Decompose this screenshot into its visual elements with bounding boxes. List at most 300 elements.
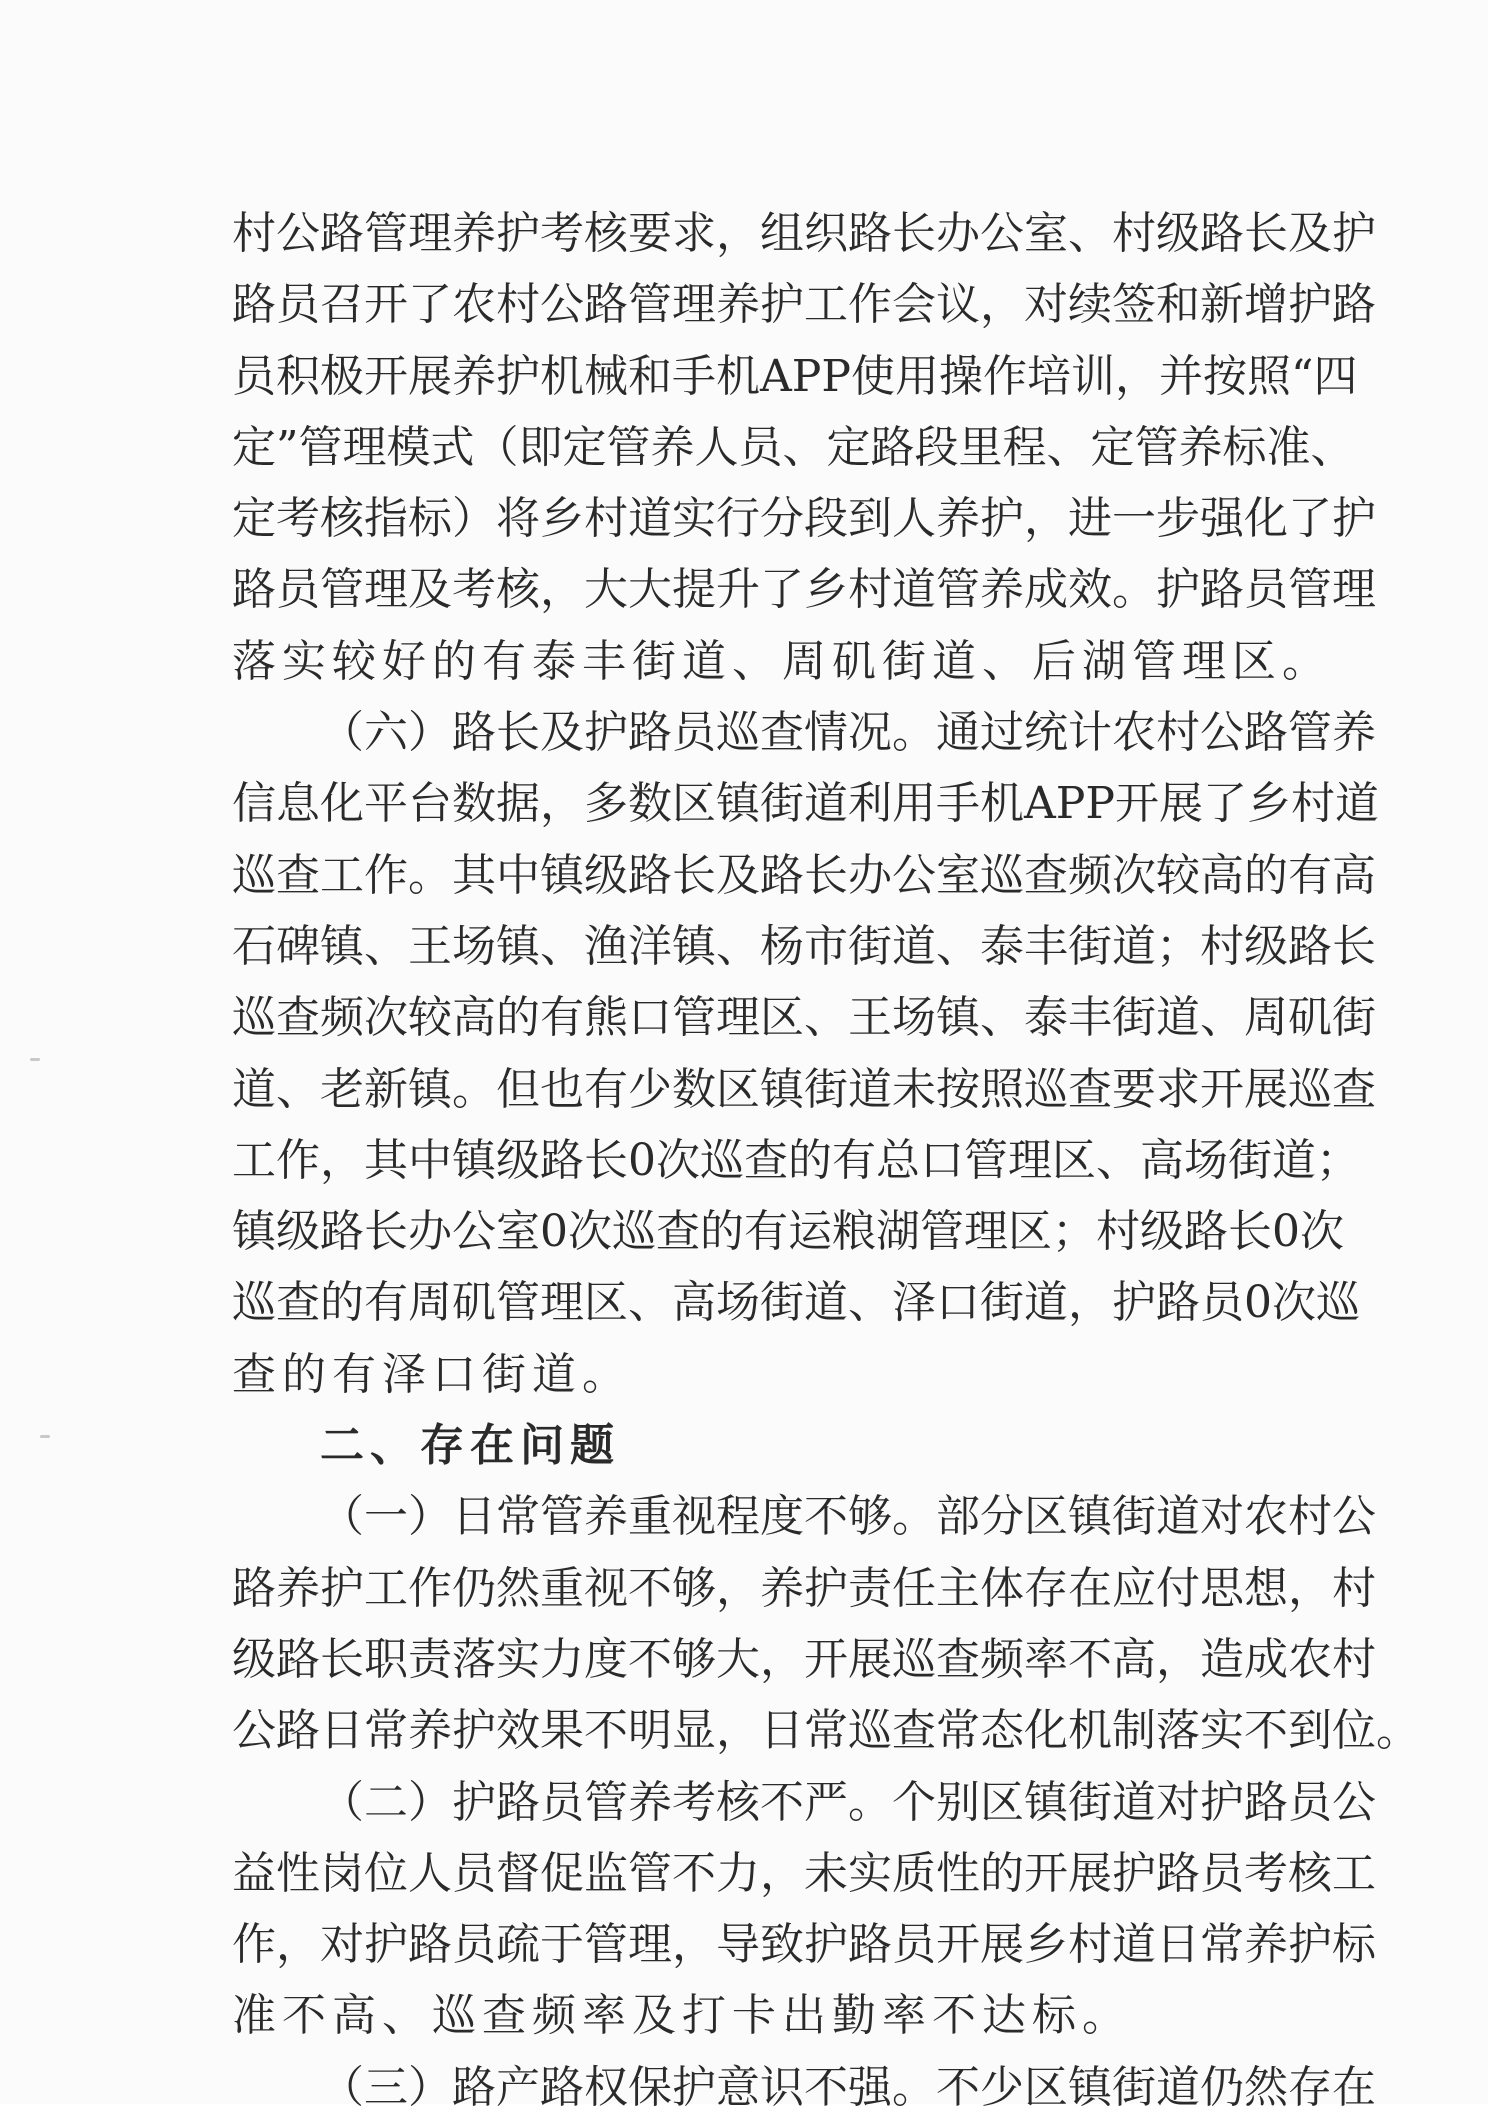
- glyph: 护: [804, 1919, 848, 1971]
- glyph: 统: [1024, 707, 1068, 759]
- glyph: 不: [584, 1705, 628, 1757]
- glyph: 管: [672, 992, 716, 1044]
- glyph: 高: [1112, 1633, 1156, 1685]
- glyph: 组: [760, 208, 804, 259]
- glyph: 化: [1244, 493, 1288, 545]
- glyph: 常: [364, 1705, 408, 1757]
- glyph: 村: [1112, 208, 1156, 259]
- glyph: 常: [804, 1705, 848, 1757]
- glyph: 严: [804, 1776, 848, 1828]
- glyph: 也: [540, 1063, 584, 1115]
- glyph: ，: [1068, 1277, 1112, 1329]
- glyph: 模: [386, 421, 431, 473]
- glyph: 石: [232, 920, 276, 972]
- glyph: 周: [408, 1277, 452, 1329]
- glyph: 理: [964, 1206, 1008, 1258]
- glyph: 责: [848, 1562, 892, 1614]
- glyph: 管: [320, 564, 364, 616]
- glyph: 查: [1068, 1063, 1112, 1115]
- glyph: 但: [496, 1063, 540, 1115]
- glyph: 公: [980, 208, 1024, 259]
- glyph: 公: [892, 849, 936, 901]
- glyph: 街: [1112, 992, 1156, 1044]
- glyph: 新: [1200, 279, 1244, 331]
- glyph: 路: [540, 1134, 584, 1186]
- glyph: 力: [540, 1633, 584, 1685]
- glyph: 长: [1244, 208, 1288, 259]
- glyph: 实: [848, 1847, 892, 1899]
- glyph: 镇: [672, 920, 716, 972]
- glyph: 了: [760, 564, 804, 616]
- glyph: 市: [804, 920, 848, 972]
- glyph: 高: [452, 992, 496, 1044]
- text-line: [232, 1553, 1376, 1624]
- glyph: 街: [760, 778, 804, 830]
- glyph: 意: [716, 2061, 760, 2113]
- glyph: 机: [540, 350, 584, 402]
- glyph: 护: [1288, 1919, 1332, 1971]
- glyph: 室: [1024, 208, 1068, 259]
- glyph: 展: [1244, 1063, 1288, 1115]
- glyph: 性: [276, 1847, 320, 1899]
- glyph: 态: [980, 1705, 1024, 1757]
- glyph: 、: [1096, 1134, 1140, 1186]
- glyph: 及: [716, 849, 760, 901]
- glyph: 责: [408, 1633, 452, 1685]
- glyph: 械: [584, 350, 628, 402]
- glyph: 照: [980, 1063, 1024, 1115]
- glyph: 乡: [540, 493, 584, 545]
- glyph: 查: [276, 1277, 320, 1329]
- glyph: 核: [496, 564, 540, 616]
- glyph: ，: [980, 279, 1024, 331]
- glyph: 、: [1068, 208, 1112, 259]
- glyph: 和: [628, 350, 672, 402]
- glyph: 公: [452, 1206, 496, 1258]
- glyph: 频: [980, 1633, 1024, 1685]
- glyph: 农: [1288, 1633, 1332, 1685]
- glyph: 少: [628, 1063, 672, 1115]
- glyph: 次: [1300, 1206, 1344, 1258]
- glyph: ”: [276, 421, 299, 473]
- glyph: 机: [716, 350, 760, 402]
- glyph: （: [474, 421, 519, 473]
- glyph: 路: [1244, 1776, 1288, 1828]
- text-line: [232, 554, 1376, 625]
- glyph: 管: [364, 208, 408, 259]
- glyph: ，: [1288, 1562, 1332, 1614]
- glyph: 。: [1376, 1705, 1420, 1757]
- glyph: 大: [628, 564, 672, 616]
- glyph: 查: [892, 1705, 936, 1757]
- glyph: 道: [848, 1063, 892, 1115]
- glyph: 街: [980, 1277, 1024, 1329]
- glyph: 开: [1024, 1847, 1068, 1899]
- glyph: 区: [584, 1277, 628, 1329]
- glyph: 长: [320, 1633, 364, 1685]
- glyph: 的: [980, 1847, 1024, 1899]
- glyph: 员: [452, 1919, 496, 1971]
- glyph: 想: [1244, 1562, 1288, 1614]
- glyph: 按: [1203, 350, 1247, 402]
- glyph: 二: [364, 1776, 408, 1828]
- glyph: 级: [1140, 1206, 1184, 1258]
- glyph: 员: [892, 1919, 936, 1971]
- glyph: 护: [1332, 493, 1376, 545]
- glyph: 核: [584, 208, 628, 259]
- text-line: [232, 982, 1376, 1053]
- text-line: [232, 1767, 1376, 1838]
- glyph: 及: [1288, 208, 1332, 259]
- glyph: 碑: [276, 920, 320, 972]
- text-line: [232, 269, 1376, 340]
- glyph: 巡: [892, 1633, 936, 1685]
- glyph: 展: [848, 1633, 892, 1685]
- glyph: 不: [628, 1633, 672, 1685]
- glyph: 道: [804, 1277, 848, 1329]
- glyph: 对: [1024, 279, 1068, 331]
- glyph: 场: [1184, 1134, 1228, 1186]
- glyph: 定: [232, 493, 276, 545]
- glyph: 益: [232, 1847, 276, 1899]
- glyph: 长: [672, 849, 716, 901]
- glyph: 核: [1288, 1847, 1332, 1899]
- glyph: 有: [744, 1206, 788, 1258]
- glyph: 0: [1272, 1206, 1300, 1258]
- glyph: 道: [1156, 2061, 1200, 2113]
- glyph: 程: [716, 1491, 760, 1543]
- glyph: 高: [1332, 849, 1376, 901]
- glyph: 的: [320, 1277, 364, 1329]
- glyph: 查: [1024, 849, 1068, 901]
- glyph: ，: [760, 1847, 804, 1899]
- glyph: 工: [232, 1134, 276, 1186]
- glyph: 日: [760, 1705, 804, 1757]
- glyph: 员: [1200, 1277, 1244, 1329]
- glyph: 。: [1112, 564, 1156, 616]
- glyph: 了: [1288, 493, 1332, 545]
- glyph: 频: [1068, 849, 1112, 901]
- glyph: 理: [540, 1277, 584, 1329]
- glyph: 效: [496, 1705, 540, 1757]
- glyph: 力: [716, 1847, 760, 1899]
- glyph: 管: [584, 1776, 628, 1828]
- glyph: 护: [804, 1562, 848, 1614]
- glyph: 个: [892, 1776, 936, 1828]
- glyph: 长: [892, 208, 936, 259]
- glyph: 巡: [1024, 1063, 1068, 1115]
- glyph: 王: [848, 992, 892, 1044]
- glyph: 总: [876, 1134, 920, 1186]
- glyph: 展: [1068, 1847, 1112, 1899]
- glyph: 续: [1068, 279, 1112, 331]
- text-line: [232, 1481, 1376, 1552]
- glyph: 护: [496, 350, 540, 402]
- glyph: 查: [1332, 1063, 1376, 1115]
- glyph: 养: [650, 421, 695, 473]
- glyph: 指: [364, 493, 408, 545]
- glyph: 求: [672, 208, 716, 259]
- glyph: 护: [452, 1776, 496, 1828]
- glyph: ，: [1024, 493, 1068, 545]
- glyph: 工: [320, 849, 364, 901]
- glyph: 护: [452, 1705, 496, 1757]
- glyph: 道: [892, 564, 936, 616]
- glyph: 护: [496, 208, 540, 259]
- glyph: 养: [628, 1776, 672, 1828]
- glyph: 路: [540, 2061, 584, 2113]
- glyph: 然: [1244, 2061, 1288, 2113]
- glyph: 镇: [540, 849, 584, 901]
- glyph: 信: [232, 778, 276, 830]
- glyph: 次: [364, 992, 408, 1044]
- glyph: 不: [672, 1847, 716, 1899]
- glyph: 显: [672, 1705, 716, 1757]
- glyph: 度: [584, 1633, 628, 1685]
- glyph: 路: [1156, 1277, 1200, 1329]
- glyph: 村: [1096, 1206, 1140, 1258]
- glyph: ）: [452, 493, 496, 545]
- glyph: 够: [672, 1562, 716, 1614]
- glyph: 理: [672, 279, 716, 331]
- glyph: 公: [540, 279, 584, 331]
- glyph: 区: [980, 1776, 1024, 1828]
- section-heading: 二、存在问题: [320, 1420, 620, 1472]
- glyph: 村: [848, 564, 892, 616]
- glyph: 较: [1156, 849, 1200, 901]
- glyph: 位: [1332, 1705, 1376, 1757]
- glyph: 办: [408, 1206, 452, 1258]
- glyph: 路: [870, 421, 915, 473]
- glyph: 区: [1008, 1206, 1052, 1258]
- glyph: 管: [1288, 564, 1332, 616]
- glyph: 街: [1112, 1491, 1156, 1543]
- glyph: 场: [892, 992, 936, 1044]
- glyph: 考: [276, 493, 320, 545]
- glyph: 查: [276, 992, 320, 1044]
- glyph: 要: [628, 208, 672, 259]
- glyph: 的: [1244, 849, 1288, 901]
- glyph: 区: [760, 992, 804, 1044]
- glyph: 有: [540, 992, 584, 1044]
- glyph: 工: [364, 1562, 408, 1614]
- glyph: 次: [656, 1134, 700, 1186]
- glyph: 员: [276, 564, 320, 616]
- glyph: 及: [408, 564, 452, 616]
- glyph: 区: [1024, 2061, 1068, 2113]
- glyph: 管: [628, 279, 672, 331]
- glyph: 养: [1332, 707, 1376, 759]
- glyph: 员: [452, 1847, 496, 1899]
- glyph: 村: [1288, 1491, 1332, 1543]
- glyph: 护: [1156, 564, 1200, 616]
- glyph: 大: [584, 564, 628, 616]
- glyph: 日: [1156, 1919, 1200, 1971]
- glyph: 管: [936, 564, 980, 616]
- glyph: 口: [936, 1277, 980, 1329]
- glyph: 即: [518, 421, 563, 473]
- glyph: 道: [804, 778, 848, 830]
- text-line: [232, 1909, 1376, 1980]
- glyph: 办: [848, 849, 892, 901]
- glyph: 情: [804, 707, 848, 759]
- glyph: 巡: [716, 707, 760, 759]
- glyph: 果: [540, 1705, 584, 1757]
- glyph: 员: [1244, 564, 1288, 616]
- glyph: 道: [1156, 992, 1200, 1044]
- glyph: 了: [1203, 778, 1247, 830]
- glyph: 养: [408, 1705, 452, 1757]
- glyph: 、: [1046, 421, 1091, 473]
- glyph: 位: [364, 1847, 408, 1899]
- glyph: 行: [716, 493, 760, 545]
- glyph: 一: [1112, 493, 1156, 545]
- glyph: 落: [1156, 1705, 1200, 1757]
- glyph: 数: [452, 778, 496, 830]
- glyph: 路: [232, 1562, 276, 1614]
- glyph: 。: [408, 849, 452, 901]
- glyph: 过: [980, 707, 1024, 759]
- glyph: 存: [1288, 2061, 1332, 2113]
- glyph: 主: [936, 1562, 980, 1614]
- glyph: 提: [672, 564, 716, 616]
- glyph: 养: [760, 1562, 804, 1614]
- glyph: 要: [1112, 1063, 1156, 1115]
- glyph: 考: [1244, 1847, 1288, 1899]
- glyph: 的: [700, 1206, 744, 1258]
- glyph: 机: [1068, 1705, 1112, 1757]
- glyph: 。: [848, 1776, 892, 1828]
- glyph: 养: [452, 350, 496, 402]
- glyph: 粮: [832, 1206, 876, 1258]
- glyph: 办: [936, 208, 980, 259]
- glyph: 开: [1200, 1063, 1244, 1115]
- glyph: 存: [1024, 1562, 1068, 1614]
- glyph: 手: [936, 778, 980, 830]
- glyph: 镇: [936, 992, 980, 1044]
- glyph: 培: [1027, 350, 1071, 402]
- glyph: 未: [892, 1063, 936, 1115]
- glyph: 街: [848, 920, 892, 972]
- glyph: 照: [1247, 350, 1291, 402]
- glyph: 定: [562, 421, 607, 473]
- glyph: 镇: [232, 1206, 276, 1258]
- glyph: 路: [628, 849, 672, 901]
- glyph: 级: [496, 1134, 540, 1186]
- glyph: ）: [408, 707, 452, 759]
- glyph: ；: [1156, 920, 1200, 972]
- glyph: 护: [760, 279, 804, 331]
- glyph: 公: [1200, 707, 1244, 759]
- glyph: 乡: [804, 564, 848, 616]
- glyph: 对: [320, 1919, 364, 1971]
- glyph: 监: [584, 1847, 628, 1899]
- glyph: 够: [848, 1491, 892, 1543]
- glyph: 查: [656, 1206, 700, 1258]
- glyph: 镇: [452, 1134, 496, 1186]
- glyph: 段: [914, 421, 959, 473]
- text-line: [232, 911, 1376, 982]
- glyph: 实: [1200, 1705, 1244, 1757]
- glyph: 展: [980, 1919, 1024, 1971]
- glyph: 路: [276, 1705, 320, 1757]
- glyph: 重: [540, 1562, 584, 1614]
- glyph: 管: [606, 421, 651, 473]
- glyph: 对: [1200, 1491, 1244, 1543]
- glyph: 道: [1156, 1491, 1200, 1543]
- text-line: [232, 840, 1376, 911]
- glyph: 疏: [496, 1919, 540, 1971]
- glyph: 制: [1112, 1705, 1156, 1757]
- text-line: 查的有泽口街道。: [232, 1348, 632, 1400]
- glyph: 巡: [700, 1134, 744, 1186]
- glyph: ，: [276, 1919, 320, 1971]
- glyph: 标: [408, 493, 452, 545]
- glyph: 少: [980, 2061, 1024, 2113]
- glyph: 性: [936, 1847, 980, 1899]
- glyph: 到: [1288, 1705, 1332, 1757]
- glyph: 会: [892, 279, 936, 331]
- glyph: 查: [744, 1134, 788, 1186]
- glyph: ；: [1316, 1134, 1360, 1186]
- text-line: [232, 768, 1379, 839]
- glyph: 。: [892, 1491, 936, 1543]
- glyph: 利: [848, 778, 892, 830]
- glyph: 路: [320, 208, 364, 259]
- glyph: 有: [832, 1134, 876, 1186]
- glyph: 召: [320, 279, 364, 331]
- glyph: 矶: [452, 1277, 496, 1329]
- glyph: 镇: [760, 1063, 804, 1115]
- glyph: 的: [496, 992, 540, 1044]
- glyph: ，: [716, 1562, 760, 1614]
- glyph: 工: [1332, 1847, 1376, 1899]
- glyph: 开: [364, 350, 408, 402]
- text-line: [232, 1838, 1376, 1909]
- glyph: 村: [232, 208, 276, 259]
- glyph: 将: [496, 493, 540, 545]
- glyph: 路: [848, 208, 892, 259]
- glyph: 渔: [584, 920, 628, 972]
- glyph: 运: [788, 1206, 832, 1258]
- glyph: 导: [716, 1919, 760, 1971]
- glyph: 对: [1156, 1776, 1200, 1828]
- glyph: 路: [1200, 208, 1244, 259]
- glyph: 极: [320, 350, 364, 402]
- glyph: 理: [628, 1919, 672, 1971]
- glyph: 理: [408, 208, 452, 259]
- glyph: 数: [628, 778, 672, 830]
- glyph: 周: [1244, 992, 1288, 1044]
- glyph: 权: [584, 2061, 628, 2113]
- glyph: 考: [452, 564, 496, 616]
- glyph: 议: [936, 279, 980, 331]
- glyph: 求: [1156, 1063, 1200, 1115]
- glyph: ；: [1052, 1206, 1096, 1258]
- glyph: 道: [1024, 1277, 1068, 1329]
- glyph: 路: [276, 1633, 320, 1685]
- glyph: ，: [716, 1705, 760, 1757]
- glyph: 了: [408, 279, 452, 331]
- glyph: 定: [1090, 421, 1135, 473]
- glyph: 0: [628, 1134, 656, 1186]
- glyph: 仍: [1200, 2061, 1244, 2113]
- glyph: 段: [804, 493, 848, 545]
- glyph: 积: [276, 350, 320, 402]
- text-line: [232, 483, 1376, 554]
- glyph: 够: [672, 1633, 716, 1685]
- glyph: 一: [364, 1491, 408, 1543]
